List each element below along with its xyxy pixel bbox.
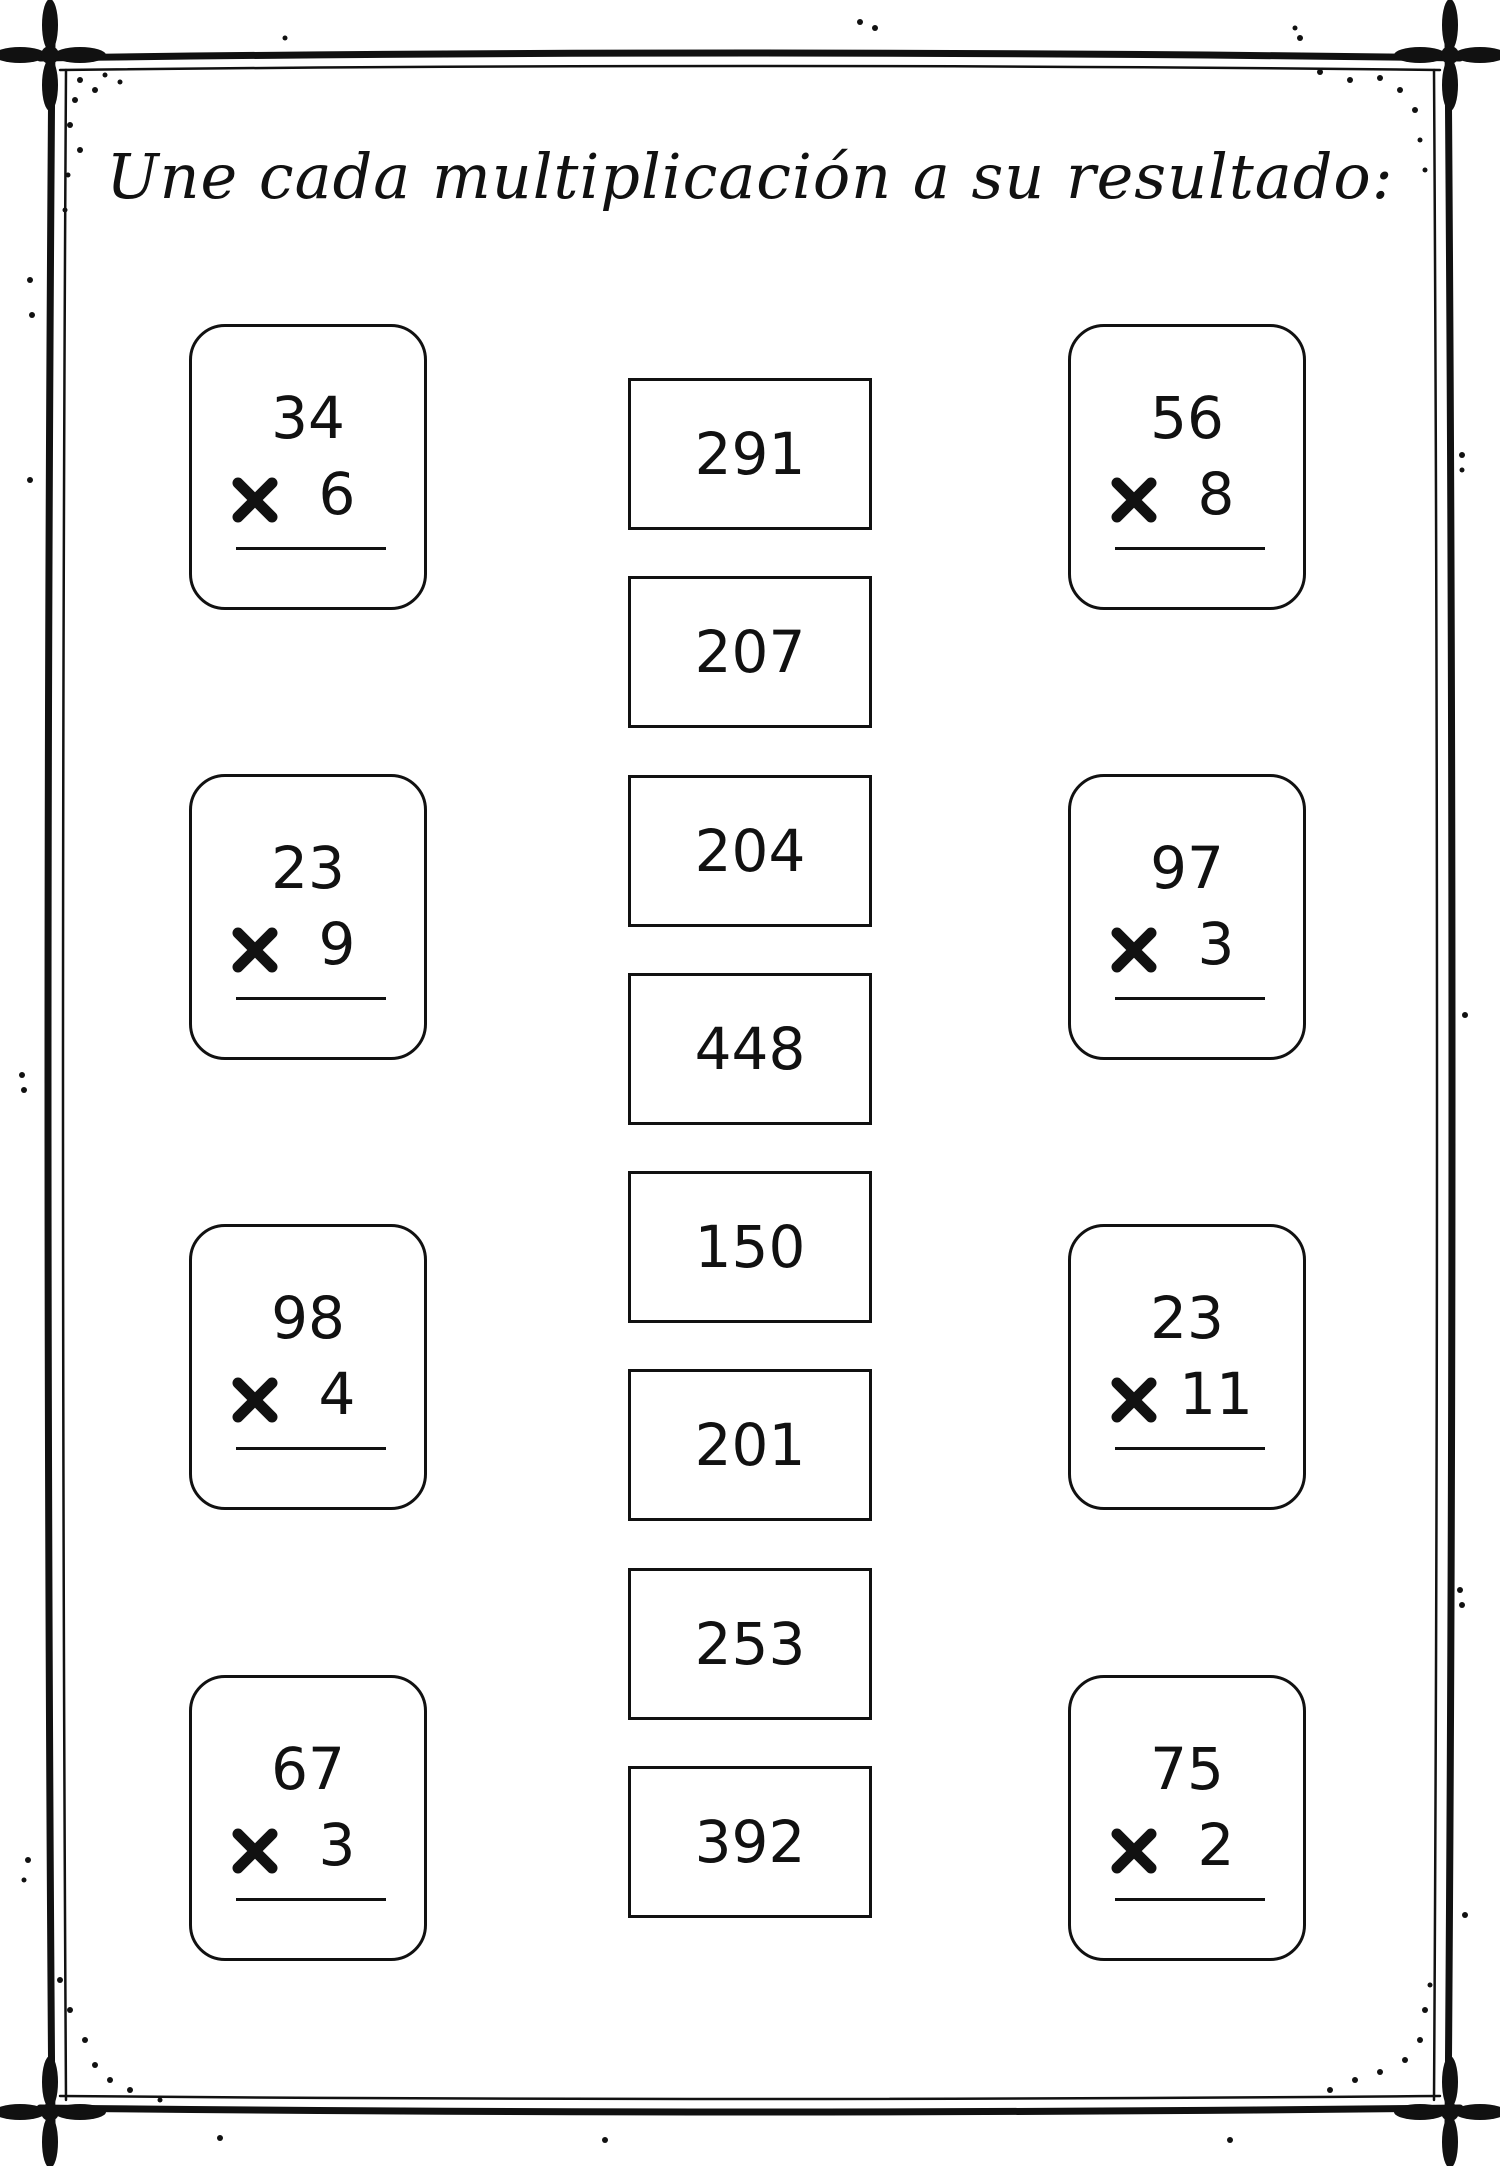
multiplicand: 75 — [1150, 1735, 1224, 1803]
result-box[interactable]: 201 — [628, 1369, 872, 1521]
multiplier: 11 — [1179, 1360, 1253, 1428]
multiplicand: 67 — [271, 1735, 345, 1803]
answer-line — [236, 1447, 386, 1450]
multiply-x-icon — [232, 477, 278, 523]
multiplicand: 23 — [271, 834, 345, 902]
multiplication-card[interactable] — [189, 324, 427, 610]
answer-line — [1115, 1898, 1265, 1901]
multiplier: 9 — [318, 910, 356, 978]
result-box[interactable]: 204 — [628, 775, 872, 927]
multiply-x-icon — [232, 927, 278, 973]
multiply-x-icon — [232, 1377, 278, 1423]
multiplier: 3 — [1197, 910, 1235, 978]
multiplier: 3 — [318, 1811, 356, 1879]
multiplication-card[interactable] — [1068, 774, 1306, 1060]
multiplier: 6 — [318, 460, 356, 528]
multiplicand: 97 — [1150, 834, 1224, 902]
multiplication-card[interactable] — [189, 1224, 427, 1510]
multiplication-card[interactable] — [1068, 1675, 1306, 1961]
answer-line — [236, 1898, 386, 1901]
result-box[interactable]: 150 — [628, 1171, 872, 1323]
multiply-x-icon — [1111, 1377, 1157, 1423]
multiplicand: 56 — [1150, 384, 1224, 452]
multiplication-card[interactable] — [1068, 324, 1306, 610]
worksheet-title: Une cada multiplicación a su resultado: — [106, 140, 1394, 213]
result-box[interactable]: 291 — [628, 378, 872, 530]
result-box[interactable]: 448 — [628, 973, 872, 1125]
result-box[interactable]: 207 — [628, 576, 872, 728]
multiplicand: 34 — [271, 384, 345, 452]
answer-line — [1115, 997, 1265, 1000]
multiplication-card[interactable] — [189, 774, 427, 1060]
multiplier: 4 — [318, 1360, 356, 1428]
answer-line — [236, 547, 386, 550]
multiplicand: 98 — [271, 1284, 345, 1352]
multiplication-card[interactable] — [189, 1675, 427, 1961]
answer-line — [1115, 1447, 1265, 1450]
answer-line — [236, 997, 386, 1000]
result-box[interactable]: 253 — [628, 1568, 872, 1720]
multiplicand: 23 — [1150, 1284, 1224, 1352]
multiplier: 8 — [1197, 460, 1235, 528]
multiplication-card[interactable] — [1068, 1224, 1306, 1510]
multiply-x-icon — [1111, 1828, 1157, 1874]
multiplier: 2 — [1197, 1811, 1235, 1879]
multiply-x-icon — [1111, 927, 1157, 973]
answer-line — [1115, 547, 1265, 550]
multiply-x-icon — [232, 1828, 278, 1874]
result-box[interactable]: 392 — [628, 1766, 872, 1918]
multiply-x-icon — [1111, 477, 1157, 523]
